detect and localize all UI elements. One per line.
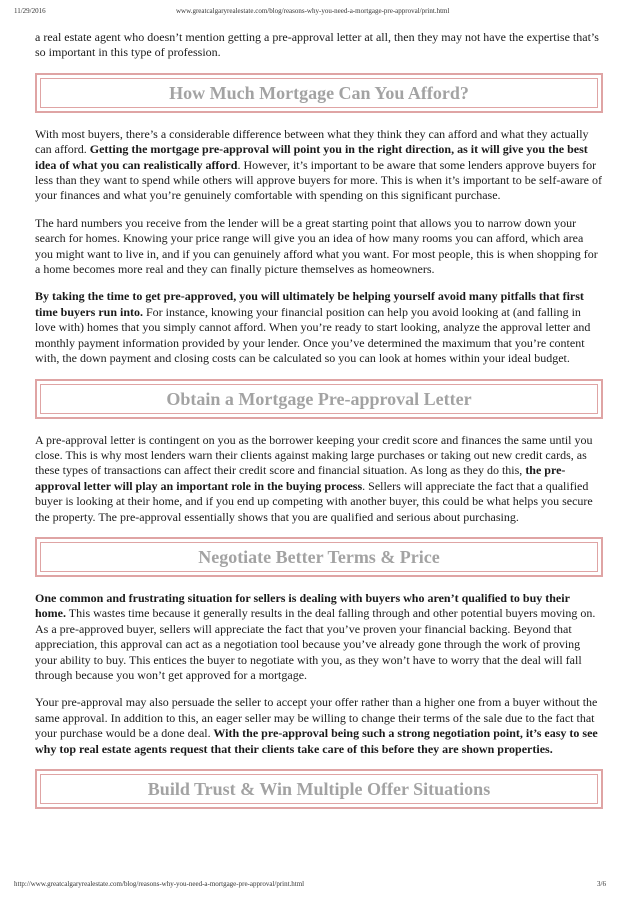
article-body [35, 30, 603, 823]
paragraph: A pre-approval letter is contingent on you as the borrower keeping your credit score and finances the same until you close. This is why most lenders warn their clients against making large purchases or taking out new credit cards, as these types of transactions can affect their credit score and financial situation. As long as they do this, the pre-approval letter will play an important role in the buying process. Sellers will appreciate the fact that a qualified buyer is looking at their home, and if you end up competing with another buyer, this could be what helps you secure the property. The pre-approval essentially shows that you are qualified and serious about purchasing. [35, 432, 593, 524]
section-heading-box [35, 73, 603, 113]
paragraph: The hard numbers you receive from the lender will be a great starting point that allows you to narrow down your search for homes. Knowing your price range will give you an idea of how many rooms you can afford, which area you might want to live in, and if you can genuinely afford what you want. For most people, this is when shopping for a home becomes more real and they can finally picture themselves as homeowners. [35, 215, 598, 277]
paragraph: With most buyers, there’s a considerable difference between what they think they can afford and what they actually can afford. Getting the mortgage pre-approval will point you in the right direction, as it will give you the best idea of what you can realistically afford. However, it’s important to be aware that some lenders approve buyers for less than they want to spend while others will approve buyers for more. This is when it’s important to be self-aware of your finances and what you’re genuinely comfortable with spending on this significant purchase. [35, 126, 602, 203]
section-heading: Obtain a Mortgage Pre-approval Letter [166, 388, 472, 409]
section-heading: How Much Mortgage Can You Afford? [169, 82, 469, 103]
intro-paragraph: a real estate agent who doesn’t mention getting a pre-approval letter at all, then they may not have the expertise that’s so important in this type of profession. [35, 30, 599, 60]
paragraph: Your pre-approval may also persuade the seller to accept your offer rather than a higher one from a buyer without the same approval. In addition to this, an eager seller may be willing to change their terms of the sale due to the fact that your purchase would be a done deal. With the pre-approval being such a strong negotiation point, it’s easy to see why top real estate agents request that their clients take care of this before they are shown properties. [35, 695, 598, 756]
section-heading-box [35, 769, 603, 809]
paragraph: By taking the time to get pre-approved, you will ultimately be helping yourself avoid many pitfalls that first time buyers run into. For instance, knowing your financial position can help you avoid looking at (and falling in love with) homes that you simply cannot afford. When you’re ready to start looking, analyze the approval letter and monthly payment information provided by your lender. Once you’ve determined the maximum that you’re content with, the down payment and closing costs can be calculated so you can look at homes within your ideal budget. [35, 289, 591, 366]
paragraph: One common and frustrating situation for sellers is dealing with buyers who aren’t qualified to buy their home. This wastes time because it generally results in the deal falling through and other potential buyers moving on. As a pre-approved buyer, sellers will appreciate the fact that you’ve proven your financial backing. Beyond that appreciation, this approval can act as a negotiation tool because you’ve already gone through the work of proving your ability to buy. This entices the buyer to negotiate with you, as they won’t have to worry that the deal will fall through because you won’t get approved for a mortgage. [35, 590, 596, 682]
print-header-url: www.greatcalgaryrealestate.com/blog/reasons-why-you-need-a-mortgage-pre-approval/print.html [176, 7, 450, 15]
page-number: 3/6 [597, 880, 606, 888]
print-footer-url: http://www.greatcalgaryrealestate.com/blog/reasons-why-you-need-a-mortgage-pre-approval/print.html [14, 880, 305, 888]
section-heading-box [35, 379, 603, 419]
section-heading: Build Trust & Win Multiple Offer Situations [147, 779, 491, 799]
print-date: 11/29/2016 [14, 7, 46, 15]
section-heading-box [35, 537, 603, 577]
section-heading: Negotiate Better Terms & Price [198, 546, 440, 567]
